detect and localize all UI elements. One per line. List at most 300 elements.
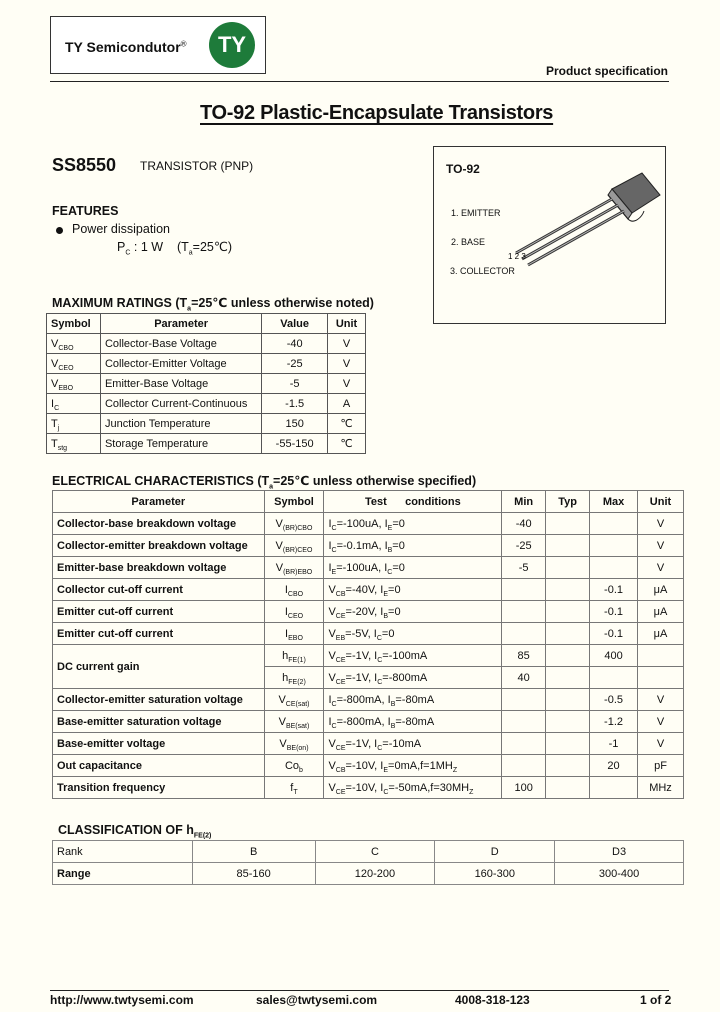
condition-text: =-40V, I	[345, 583, 384, 596]
symbol-main: I	[285, 627, 289, 640]
min-cell	[502, 711, 546, 733]
symbol-cell	[264, 623, 324, 645]
symbol-sub: CEO	[287, 612, 304, 620]
rank-d3: D3	[555, 841, 684, 863]
parameter-cell: Collector Current-Continuous	[100, 394, 261, 414]
parameter-cell: Collector-base breakdown voltage	[53, 513, 265, 535]
typ-cell	[546, 667, 590, 689]
feature-item-pc-value	[117, 239, 233, 257]
col-symbol: Symbol	[264, 491, 324, 513]
to92-package-icon	[504, 167, 664, 277]
max-cell: -0.5	[590, 689, 638, 711]
condition-sub: C	[331, 722, 337, 730]
col-typ: Typ	[546, 491, 590, 513]
symbol-cell	[47, 334, 101, 354]
condition-cell	[324, 623, 502, 645]
symbol-cell	[47, 354, 101, 374]
pin-label-emitter: 1. EMITTER	[451, 208, 501, 218]
bullet-icon	[56, 227, 63, 234]
rank-b: B	[192, 841, 315, 863]
unit-cell: ℃	[328, 414, 366, 434]
symbol-sub: BE(on)	[286, 744, 309, 752]
max-ratings-row	[47, 334, 366, 354]
condition-sub: Z	[452, 766, 458, 774]
typ-cell	[546, 711, 590, 733]
condition-sub: EB	[335, 634, 346, 642]
col-test-conditions: Test conditions	[324, 491, 502, 513]
footer-url-link[interactable]: http://www.twtysemi.com	[50, 993, 194, 1007]
condition-sub: CB	[335, 590, 346, 598]
parameter-cell: Emitter-Base Voltage	[100, 374, 261, 394]
company-logo-icon: TY	[209, 22, 255, 68]
typ-cell	[546, 645, 590, 667]
condition-text: =-50mA,f=30MH	[388, 781, 470, 794]
condition-sub: CE	[335, 678, 346, 686]
symbol-sub: FE(2)	[288, 678, 306, 686]
condition-text: =0	[381, 627, 395, 640]
min-cell: -25	[502, 535, 546, 557]
parameter-cell: Collector-Emitter Voltage	[100, 354, 261, 374]
ta-sub: a	[188, 249, 193, 257]
symbol-cell	[264, 579, 324, 601]
page-title: TO-92 Plastic-Encapsulate Transistors	[200, 102, 554, 124]
condition-text: I	[328, 561, 332, 574]
min-cell	[502, 623, 546, 645]
footer-page-number: 1 of 2	[640, 993, 672, 1007]
condition-sub: CB	[335, 766, 346, 774]
parameter-cell: Transition frequency	[53, 777, 265, 799]
symbol-cell	[47, 394, 101, 414]
condition-text: V	[328, 649, 336, 662]
value-cell: 150	[262, 414, 328, 434]
parameter-cell: Junction Temperature	[100, 414, 261, 434]
package-diagram-box	[433, 146, 666, 324]
package-title: TO-92	[446, 162, 480, 176]
max-cell	[590, 777, 638, 799]
symbol-sub: CEO	[58, 364, 74, 372]
condition-text: =-10V, I	[345, 781, 384, 794]
parameter-cell: Out capacitance	[53, 755, 265, 777]
pc-sub: C	[125, 249, 131, 257]
company-logo-box	[50, 16, 266, 74]
rank-label: Rank	[53, 841, 193, 863]
classification-heading-sub: FE(2)	[193, 832, 212, 840]
range-d3: 300-400	[555, 863, 684, 885]
condition-cell	[324, 513, 502, 535]
condition-text: =0	[388, 605, 401, 618]
symbol-cell	[264, 557, 324, 579]
electrical-row	[53, 777, 684, 799]
condition-text: =0	[388, 583, 401, 596]
condition-text: I	[328, 693, 332, 706]
unit-cell: μA	[638, 579, 684, 601]
symbol-cell	[264, 667, 324, 689]
condition-sub: B	[390, 700, 396, 708]
footer-divider	[50, 990, 669, 991]
typ-cell	[546, 579, 590, 601]
symbol-main: V	[278, 693, 286, 706]
condition-text: =-1V, I	[345, 737, 378, 750]
col-value: Value	[262, 314, 328, 334]
electrical-row	[53, 645, 684, 667]
rank-d: D	[435, 841, 555, 863]
symbol-sub: FE(1)	[288, 656, 306, 664]
typ-cell	[546, 777, 590, 799]
symbol-cell	[264, 689, 324, 711]
symbol-sub: CBO	[287, 590, 304, 598]
company-name-text: TY Semicondutor	[65, 39, 181, 55]
col-parameter: Parameter	[100, 314, 261, 334]
max-ratings-heading	[52, 295, 374, 313]
condition-text: =0mA,f=1MH	[388, 759, 453, 772]
unit-cell: A	[328, 394, 366, 414]
symbol-sub: stg	[57, 444, 68, 452]
symbol-sub: C	[54, 404, 60, 412]
condition-text: =-1V, I	[345, 649, 378, 662]
symbol-sub: EBO	[58, 384, 74, 392]
unit-cell: V	[638, 557, 684, 579]
symbol-cell	[47, 414, 101, 434]
min-cell: 100	[502, 777, 546, 799]
unit-cell	[638, 667, 684, 689]
max-ratings-header-row	[47, 314, 366, 334]
max-cell: -0.1	[590, 601, 638, 623]
parameter-cell: Base-emitter voltage	[53, 733, 265, 755]
pc-symbol: P	[117, 240, 126, 254]
range-c: 120-200	[315, 863, 435, 885]
symbol-sub: T	[293, 788, 298, 796]
max-cell	[590, 513, 638, 535]
unit-cell: V	[638, 733, 684, 755]
max-cell: -1.2	[590, 711, 638, 733]
typ-cell	[546, 689, 590, 711]
range-label: Range	[53, 863, 193, 885]
symbol-cell	[264, 535, 324, 557]
parameter-cell: Collector cut-off current	[53, 579, 265, 601]
max-ratings-row	[47, 374, 366, 394]
condition-text: =-80mA	[395, 715, 435, 728]
col-min: Min	[502, 491, 546, 513]
condition-cell	[324, 557, 502, 579]
condition-sub: E	[383, 766, 389, 774]
unit-cell: μA	[638, 601, 684, 623]
condition-text: =-1V, I	[345, 671, 378, 684]
electrical-row	[53, 535, 684, 557]
condition-sub: C	[387, 568, 393, 576]
unit-cell: V	[638, 711, 684, 733]
classification-heading-pre: CLASSIFICATION OF h	[58, 823, 194, 837]
min-cell	[502, 601, 546, 623]
electrical-row	[53, 557, 684, 579]
condition-text: =-80mA	[395, 693, 435, 706]
symbol-main: V	[278, 715, 286, 728]
max-cell: -0.1	[590, 579, 638, 601]
condition-text: V	[328, 737, 336, 750]
condition-sub: C	[377, 656, 383, 664]
condition-text: I	[328, 539, 332, 552]
condition-cell	[324, 755, 502, 777]
symbol-cell	[264, 733, 324, 755]
col-parameter: Parameter	[53, 491, 265, 513]
condition-cell	[324, 645, 502, 667]
symbol-main: I	[51, 397, 55, 410]
electrical-row	[53, 733, 684, 755]
symbol-main: I	[284, 605, 288, 618]
parameter-cell-dc-gain: DC current gain	[53, 645, 265, 689]
condition-sub: C	[383, 788, 389, 796]
value-cell: -55-150	[262, 434, 328, 454]
condition-cell	[324, 733, 502, 755]
condition-sub: C	[331, 546, 337, 554]
col-symbol: Symbol	[47, 314, 101, 334]
value-cell: -25	[262, 354, 328, 374]
condition-text: =-20V, I	[345, 605, 384, 618]
condition-text: =-10mA	[382, 737, 422, 750]
parameter-cell: Emitter cut-off current	[53, 623, 265, 645]
feature-item-power-dissipation: Power dissipation	[72, 222, 170, 236]
footer-email-link[interactable]: sales@twtysemi.com	[256, 993, 378, 1007]
symbol-cell	[264, 601, 324, 623]
max-ratings-row	[47, 394, 366, 414]
range-d: 160-300	[435, 863, 555, 885]
typ-cell	[546, 535, 590, 557]
max-ratings-heading-pre: MAXIMUM RATINGS (T	[52, 296, 188, 310]
parameter-cell: Collector-Base Voltage	[100, 334, 261, 354]
typ-cell	[546, 557, 590, 579]
electrical-row	[53, 601, 684, 623]
condition-sub: Z	[469, 788, 474, 796]
symbol-main: T	[51, 437, 58, 450]
classification-table	[52, 840, 684, 885]
symbol-cell	[264, 645, 324, 667]
typ-cell	[546, 601, 590, 623]
symbol-main: I	[284, 583, 288, 596]
condition-text: =-100uA, I	[336, 517, 388, 530]
parameter-cell: Emitter cut-off current	[53, 601, 265, 623]
parameter-cell: Emitter-base breakdown voltage	[53, 557, 265, 579]
condition-cell	[324, 777, 502, 799]
range-row	[53, 863, 684, 885]
condition-text: V	[328, 605, 336, 618]
min-cell	[502, 733, 546, 755]
min-cell	[502, 689, 546, 711]
features-heading: FEATURES	[52, 204, 119, 218]
condition-text: =-100uA, I	[336, 561, 388, 574]
footer-phone: 4008-318-123	[455, 993, 530, 1007]
symbol-main: V	[51, 357, 59, 370]
symbol-sub: BE(sat)	[285, 722, 310, 730]
classification-heading	[58, 823, 212, 840]
pin-numbers: 1 2 3	[508, 252, 526, 261]
electrical-heading-sub: a	[269, 483, 274, 491]
condition-text: =-0.1mA, I	[336, 539, 388, 552]
condition-sub: B	[390, 722, 396, 730]
electrical-row	[53, 689, 684, 711]
typ-cell	[546, 623, 590, 645]
condition-sub: CE	[335, 612, 346, 620]
symbol-cell	[47, 434, 101, 454]
condition-text: =-800mA, I	[336, 693, 391, 706]
electrical-row	[53, 579, 684, 601]
unit-cell: μA	[638, 623, 684, 645]
condition-sub: C	[376, 634, 382, 642]
electrical-heading-post: =25℃ unless otherwise specified)	[273, 474, 477, 488]
condition-text: =-10V, I	[345, 759, 384, 772]
symbol-main: V	[275, 517, 283, 530]
condition-text: I	[328, 517, 332, 530]
company-name	[65, 39, 187, 55]
unit-cell: V	[638, 535, 684, 557]
condition-text: =-800mA	[382, 671, 428, 684]
condition-sub: C	[377, 678, 383, 686]
col-unit: Unit	[638, 491, 684, 513]
condition-text: V	[328, 781, 336, 794]
condition-text: V	[328, 583, 336, 596]
max-cell	[590, 535, 638, 557]
condition-cell	[324, 689, 502, 711]
condition-text: I	[328, 715, 332, 728]
symbol-sub: b	[299, 766, 303, 774]
min-cell: 40	[502, 667, 546, 689]
symbol-main: h	[282, 671, 289, 684]
electrical-table	[52, 490, 684, 799]
parameter-cell: Collector-emitter saturation voltage	[53, 689, 265, 711]
typ-cell	[546, 513, 590, 535]
condition-sub: E	[387, 524, 393, 532]
symbol-main: V	[279, 737, 287, 750]
value-cell: -1.5	[262, 394, 328, 414]
min-cell: -40	[502, 513, 546, 535]
pin-label-base: 2. BASE	[451, 237, 486, 247]
condition-cell	[324, 579, 502, 601]
electrical-row	[53, 513, 684, 535]
parameter-cell: Base-emitter saturation voltage	[53, 711, 265, 733]
condition-cell	[324, 601, 502, 623]
rank-c: C	[315, 841, 435, 863]
condition-text: V	[328, 759, 336, 772]
condition-sub: E	[331, 568, 337, 576]
symbol-main: V	[51, 377, 59, 390]
typ-cell	[546, 755, 590, 777]
condition-text: V	[328, 627, 336, 640]
value-cell: -5	[262, 374, 328, 394]
condition-text: V	[328, 671, 336, 684]
symbol-sub: CBO	[58, 344, 74, 352]
condition-text: =0	[392, 561, 405, 574]
condition-sub: CE	[335, 744, 346, 752]
symbol-sub: EBO	[288, 634, 303, 642]
unit-cell: V	[638, 513, 684, 535]
condition-cell	[324, 711, 502, 733]
unit-cell: V	[328, 354, 366, 374]
unit-cell: V	[638, 689, 684, 711]
max-ratings-heading-post: =25℃ unless otherwise noted)	[191, 296, 374, 310]
unit-cell: V	[328, 334, 366, 354]
symbol-sub: (BR)CEO	[282, 546, 313, 554]
unit-cell: pF	[638, 755, 684, 777]
min-cell: -5	[502, 557, 546, 579]
symbol-sub: j	[57, 424, 60, 432]
max-ratings-table	[46, 313, 366, 454]
symbol-main: f	[290, 781, 294, 794]
condition-sub: B	[387, 546, 393, 554]
product-spec-label: Product specification	[545, 64, 668, 78]
symbol-main: V	[275, 539, 283, 552]
symbol-main: V	[275, 561, 284, 574]
symbol-sub: CE(sat)	[285, 700, 310, 708]
part-number: SS8550	[52, 155, 117, 175]
max-cell	[590, 557, 638, 579]
pc-suffix: =25℃)	[192, 240, 233, 254]
unit-cell: ℃	[328, 434, 366, 454]
max-cell: -0.1	[590, 623, 638, 645]
symbol-sub: (BR)CBO	[282, 524, 313, 532]
condition-sub: C	[331, 524, 337, 532]
condition-sub: C	[331, 700, 337, 708]
rank-row	[53, 841, 684, 863]
symbol-cell	[264, 755, 324, 777]
max-cell: -1	[590, 733, 638, 755]
condition-text: =-800mA, I	[336, 715, 391, 728]
symbol-sub: (BR)EBO	[283, 568, 313, 576]
symbol-main: h	[282, 649, 289, 662]
condition-text: =0	[392, 539, 405, 552]
max-cell	[590, 667, 638, 689]
col-max: Max	[590, 491, 638, 513]
condition-cell	[324, 667, 502, 689]
typ-cell	[546, 733, 590, 755]
unit-cell: V	[328, 374, 366, 394]
header-divider	[50, 81, 669, 82]
condition-cell	[324, 535, 502, 557]
electrical-row	[53, 623, 684, 645]
value-cell: -40	[262, 334, 328, 354]
min-cell	[502, 579, 546, 601]
unit-cell: MHz	[638, 777, 684, 799]
max-ratings-heading-sub: a	[187, 305, 192, 313]
pc-mid: : 1 W (T	[130, 240, 189, 254]
max-cell: 20	[590, 755, 638, 777]
symbol-cell	[264, 513, 324, 535]
range-b: 85-160	[192, 863, 315, 885]
registered-mark: ®	[180, 39, 187, 49]
max-ratings-row	[47, 434, 366, 454]
min-cell: 85	[502, 645, 546, 667]
symbol-main: V	[51, 337, 59, 350]
electrical-heading-pre: ELECTRICAL CHARACTERISTICS (T	[52, 474, 270, 488]
max-cell: 400	[590, 645, 638, 667]
electrical-header-row	[53, 491, 684, 513]
condition-sub: C	[377, 744, 383, 752]
max-ratings-row	[47, 354, 366, 374]
condition-text: =-5V, I	[345, 627, 377, 640]
symbol-cell	[264, 711, 324, 733]
part-description: TRANSISTOR (PNP)	[140, 159, 254, 173]
symbol-cell	[47, 374, 101, 394]
min-cell	[502, 755, 546, 777]
condition-sub: B	[383, 612, 389, 620]
condition-sub: CE	[335, 788, 346, 796]
pin-label-collector: 3. COLLECTOR	[450, 266, 515, 276]
max-ratings-row	[47, 414, 366, 434]
col-unit: Unit	[328, 314, 366, 334]
symbol-main: T	[51, 417, 58, 430]
parameter-cell: Storage Temperature	[100, 434, 261, 454]
condition-text: =-100mA	[382, 649, 428, 662]
unit-cell	[638, 645, 684, 667]
electrical-row	[53, 711, 684, 733]
electrical-heading	[52, 473, 477, 491]
